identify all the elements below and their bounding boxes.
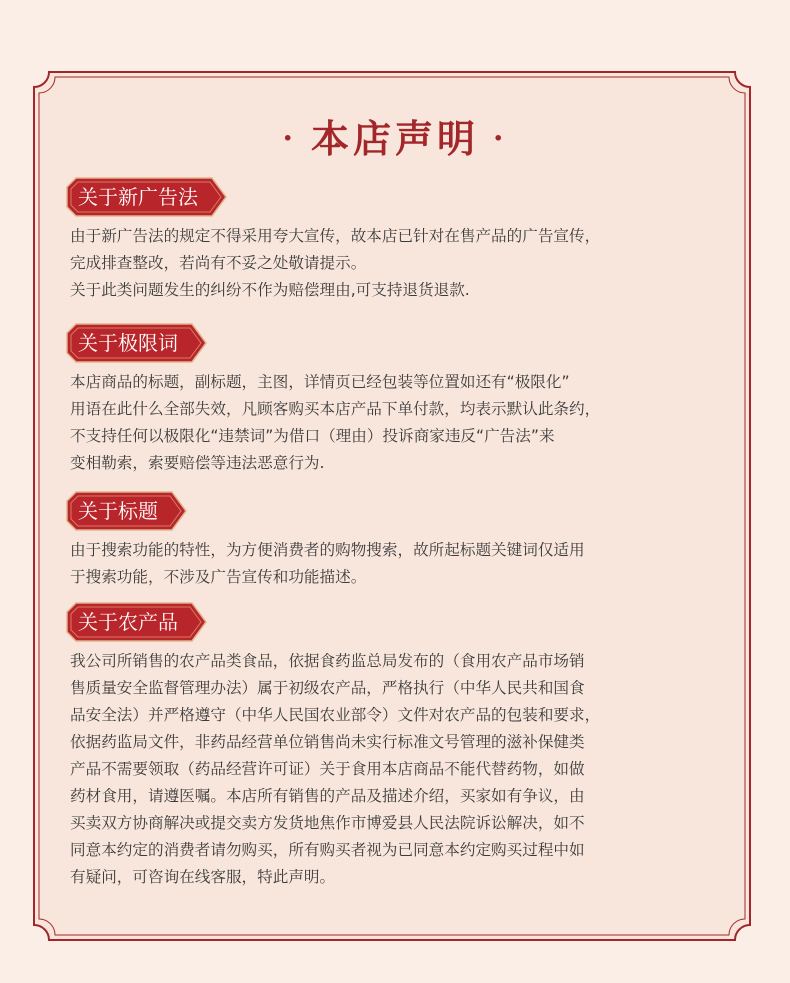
- paragraph-line: 变相勒索，索要赔偿等违法恶意行为.: [70, 454, 325, 472]
- section-new-ad-law: [66, 177, 726, 304]
- title-dot-left: ·: [282, 121, 297, 156]
- section-heading-badge: [66, 491, 182, 531]
- section-extreme-words: [66, 323, 726, 477]
- page-title: [0, 108, 790, 163]
- paragraph-line: 同意本约定的消费者请勿购买，所有购买者视为已同意本约定购买过程中如: [70, 841, 585, 859]
- paragraph-line: 我公司所销售的农产品类食品，依据食药监总局发布的（食用农产品市场销: [70, 652, 585, 670]
- paragraph-line: 买卖双方协商解决或提交卖方发货地焦作市博爱县人民法院诉讼解决，如不: [70, 814, 585, 832]
- paragraph-line: 本店商品的标题，副标题，主图，详情页已经包装等位置如还有“极限化”: [70, 373, 570, 391]
- paragraph-line: 完成排查整改，若尚有不妥之处敬请提示。: [70, 254, 367, 272]
- section-heading: 关于农产品: [78, 610, 178, 634]
- section-heading-badge: [66, 177, 222, 217]
- paragraph-line: 产品不需要领取（药品经营许可证）关于食用本店商品不能代替药物，如做: [70, 760, 585, 778]
- section-heading: 关于新广告法: [78, 185, 198, 209]
- paragraph-line: 由于搜索功能的特性，为方便消费者的购物搜索，故所起标题关键词仅适用: [70, 541, 585, 559]
- paragraph-line: 有疑问，可咨询在线客服，特此声明。: [70, 868, 336, 886]
- paragraph-line: 售质量安全监督管理办法）属于初级农产品，严格执行（中华人民共和国食: [70, 679, 585, 697]
- section-heading: 关于标题: [78, 499, 158, 523]
- paragraph-line: 关于此类问题发生的纠纷不作为赔偿理由,可支持退货退款.: [70, 281, 470, 299]
- section-heading-badge: [66, 323, 202, 363]
- paragraph-line: 用语在此什么全部失效，凡顾客购买本店产品下单付款，均表示默认此条约，: [70, 400, 601, 418]
- section-heading: 关于极限词: [78, 331, 178, 355]
- title-dot-right: ·: [493, 121, 508, 156]
- paragraph-line: 由于新广告法的规定不得采用夸大宣传，故本店已针对在售产品的广告宣传，: [70, 227, 601, 245]
- paragraph-line: 依据药监局文件，非药品经营单位销售尚未实行标准文号管理的滋补保健类: [70, 733, 585, 751]
- section-heading-badge: [66, 602, 202, 642]
- section-title: [66, 491, 726, 591]
- section-agricultural-products: [66, 602, 726, 891]
- paragraph-line: 药材食用，请遵医嘱。本店所有销售的产品及描述介绍，买家如有争议，由: [70, 787, 585, 805]
- page-title-text: 本店声明: [310, 116, 479, 161]
- paragraph-line: 于搜索功能，不涉及广告宣传和功能描述。: [70, 568, 367, 586]
- paragraph-line: 品安全法）并严格遵守（中华人民国农业部令）文件对农产品的包装和要求，: [70, 706, 601, 724]
- paragraph-line: 不支持任何以极限化“违禁词”为借口（理由）投诉商家违反“广告法”来: [70, 427, 555, 445]
